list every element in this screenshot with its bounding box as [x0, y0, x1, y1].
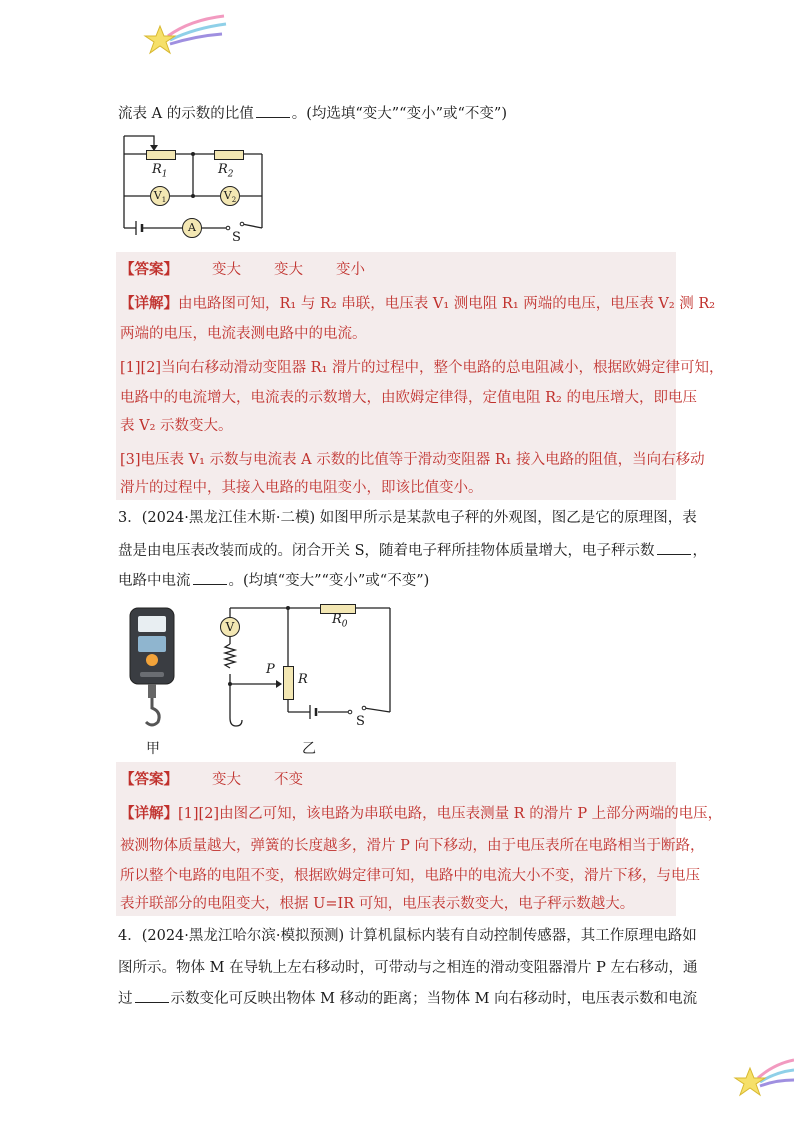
- answer-tag: 【答案】: [120, 261, 178, 278]
- circuit-diagram-2: [214, 600, 404, 730]
- label-switch-s: S: [232, 230, 241, 245]
- electronic-scale-image: [124, 604, 184, 734]
- label-r: R: [298, 672, 308, 687]
- top-shooting-star-icon: [140, 14, 230, 64]
- voltmeter-v1: $V_1$: [150, 186, 170, 206]
- voltmeter-v: V: [220, 617, 240, 637]
- q3-text: 电路中电流: [118, 573, 191, 589]
- bottom-shooting-star-icon: [730, 1050, 794, 1110]
- label-r0: $R_0$: [332, 612, 348, 630]
- label-jia: 甲: [146, 741, 160, 757]
- answer-tag: 【答案】: [120, 771, 178, 788]
- answer-blank[interactable]: [657, 540, 691, 555]
- answer-value-2: 不变: [274, 772, 303, 788]
- label-yi: 乙: [302, 741, 316, 757]
- answer-value-1: 变大: [212, 772, 241, 788]
- answer-box-q2: [116, 252, 724, 500]
- detail-line-1: 【详解】[1][2]由图乙可知，该电路为串联电路，电压表测量 R 的滑片 P 上部分两端的电压，: [120, 805, 723, 822]
- q4-line-3: [118, 988, 697, 1009]
- resistor-r2: [214, 150, 244, 160]
- q2-text-before: 流表 A 的示数的比值: [118, 106, 254, 122]
- detail-line-6: [3]电压表 V₁ 示数与电流表 A 示数的比值等于滑动变阻器 R₁ 接入电路的阻值，当向右移动: [120, 452, 705, 468]
- detail-line-3: 所以整个电路的电阻不变，根据欧姆定律可知，电路中的电流大小不变，滑片下移，与电压: [120, 868, 700, 884]
- q4-line-1: 4．(2024·黑龙江哈尔滨·模拟预测) 计算机鼠标内装有自动控制传感器，其工作原理电路如: [118, 928, 697, 944]
- label-p: P: [266, 662, 275, 677]
- answer-value-1: 变大: [212, 262, 241, 278]
- q3-text: 盘是由电压表改装而成的。闭合开关 S，随着电子秤所挂物体质量增大，电子秤示数: [118, 543, 655, 559]
- label-r2: $R_2$: [218, 162, 234, 180]
- q4-text: 过: [118, 991, 133, 1007]
- detail-line-5: 表 V₂ 示数变大。: [120, 418, 233, 434]
- q3-line-1: 3．(2024·黑龙江佳木斯·二模) 如图甲所示是某款电子秤的外观图，图乙是它的原理图，表: [118, 510, 697, 526]
- answer-value-2: 变大: [274, 262, 303, 278]
- answer-blank[interactable]: [193, 570, 227, 585]
- label-switch-s: S: [356, 714, 365, 729]
- answer-value-3: 变小: [336, 262, 365, 278]
- answer-box-q3: [116, 762, 723, 916]
- circuit-diagram-1: [118, 128, 278, 246]
- detail-line-7: 滑片的过程中，其接入电路的电阻变小，即该比值变小。: [120, 480, 483, 496]
- voltmeter-v2: $V_2$: [220, 186, 240, 206]
- label-r1: $R_1$: [152, 162, 168, 180]
- q4-text: 示数变化可反映出物体 M 移动的距离；当物体 M 向右移动时，电压表示数和电流: [170, 991, 698, 1007]
- q3-line-2: [118, 540, 707, 561]
- rheostat-r: [283, 666, 294, 700]
- detail-line-1: 【详解】由电路图可知，R₁ 与 R₂ 串联，电压表 V₁ 测电阻 R₁ 两端的电压，电压表 V₂ 测 R₂: [120, 295, 716, 312]
- detail-line-2: 被测物体质量越大，弹簧的长度越多，滑片 P 向下移动，由于电压表所在电路相当于断路，: [120, 838, 705, 854]
- detail-line-4: 表并联部分的电阻变大，根据 U=IR 可知，电压表示数变大，电子秤示数越大。: [120, 896, 635, 912]
- q3-text: 。(均填“变大”“变小”或“不变”): [228, 573, 430, 589]
- q3-line-3: [118, 570, 429, 591]
- question-2-tail: [118, 103, 507, 124]
- ammeter-a: A: [182, 218, 202, 238]
- q3-text: ，: [692, 543, 708, 559]
- answer-blank[interactable]: [256, 103, 290, 118]
- q2-text-after: 。(均选填“变大”“变小”或“不变”): [291, 106, 507, 122]
- answer-blank[interactable]: [135, 988, 169, 1003]
- q4-line-2: 图所示。物体 M 在导轨上左右移动时，可带动与之相连的滑动变阻器滑片 P 左右移动，通: [118, 960, 698, 976]
- detail-line-2: 两端的电压，电流表测电路中的电流。: [120, 326, 367, 342]
- resistor-r1: [146, 150, 176, 160]
- detail-line-4: 电路中的电流增大，电流表的示数增大，由欧姆定律得，定值电阻 R₂ 的电压增大，即电压: [120, 390, 697, 406]
- detail-line-3: [1][2]当向右移动滑动变阻器 R₁ 滑片的过程中，整个电路的总电阻减小，根据欧姆定律可知，: [120, 360, 724, 376]
